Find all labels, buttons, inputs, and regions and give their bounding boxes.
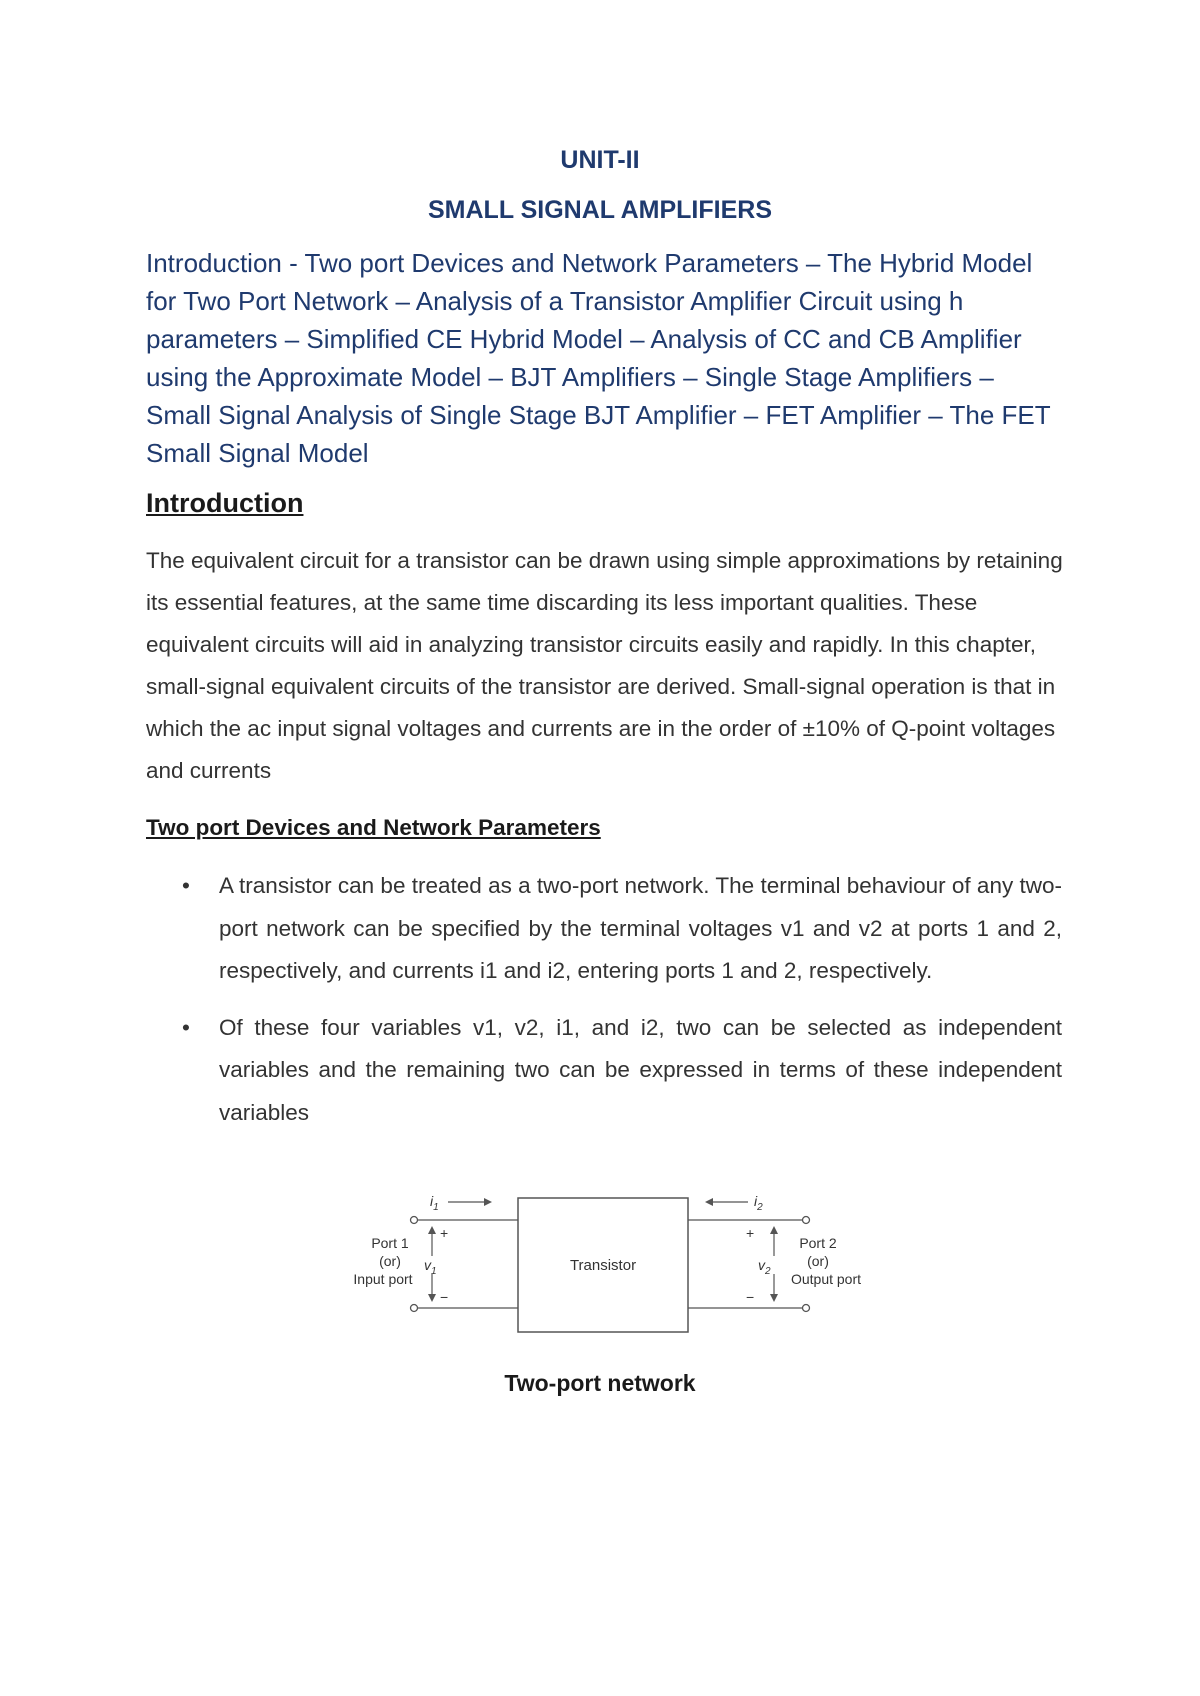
v1-label: $v_1$ bbox=[424, 1257, 437, 1277]
input-top-terminal bbox=[411, 1217, 418, 1224]
list-item bbox=[146, 865, 1062, 993]
port2-label-line2: (or) bbox=[807, 1253, 829, 1269]
bullet-icon: • bbox=[182, 873, 190, 898]
two-port-bullet-list bbox=[146, 865, 1062, 1148]
v2-up-arrow-icon bbox=[770, 1226, 778, 1234]
i1-label: $i_1$ bbox=[430, 1193, 439, 1213]
output-top-terminal bbox=[803, 1217, 810, 1224]
port2-label-line1: Port 2 bbox=[799, 1235, 837, 1251]
port1-label-line1: Port 1 bbox=[371, 1235, 409, 1251]
v2-minus: − bbox=[746, 1289, 755, 1305]
list-item-text: A transistor can be treated as a two-port network. The terminal behaviour of any two-port network can be specified by the terminal voltages v1 and v2 at ports 1 and 2, respectively, and currents i1 and i2, entering ports 1 and 2, respectively. bbox=[219, 873, 1062, 983]
introduction-heading: Introduction bbox=[146, 488, 304, 518]
introduction-paragraph: The equivalent circuit for a transistor can be drawn using simple approximations by retaining its essential features, at the same time discarding its less important qualities. These equivalent circuits will aid in analyzing transistor circuits easily and rapidly. In this chapter, small-signal equivalent circuits of the transistor are derived. Small-signal operation is that in which the ac input signal voltages and currents are in the order of ±10% of Q-point voltages and currents bbox=[146, 548, 1063, 783]
output-bottom-terminal bbox=[803, 1305, 810, 1312]
two-port-network-diagram bbox=[330, 1180, 890, 1355]
v2-plus: + bbox=[746, 1225, 755, 1241]
chapter-title: SMALL SIGNAL AMPLIFIERS bbox=[428, 196, 772, 224]
i2-label: $i_2$ bbox=[754, 1193, 763, 1213]
port1-label-line3: Input port bbox=[353, 1271, 413, 1287]
unit-title: UNIT-II bbox=[560, 146, 640, 174]
two-port-heading: Two port Devices and Network Parameters bbox=[146, 815, 601, 840]
i2-arrow-icon bbox=[705, 1198, 713, 1206]
list-item-text: Of these four variables v1, v2, i1, and i2, two can be selected as independent variables and the remaining two can be expressed in terms of these independent variables bbox=[219, 1014, 1062, 1125]
list-item bbox=[146, 1007, 1062, 1135]
input-bottom-terminal bbox=[411, 1305, 418, 1312]
figure-caption: Two-port network bbox=[504, 1370, 696, 1396]
port1-label-line2: (or) bbox=[379, 1253, 401, 1269]
port2-label-line3: Output port bbox=[790, 1271, 862, 1287]
bullet-icon: • bbox=[182, 1014, 190, 1040]
v2-down-arrow-icon bbox=[770, 1294, 778, 1302]
v1-plus: + bbox=[440, 1225, 449, 1241]
i1-arrow-icon bbox=[484, 1198, 492, 1206]
v2-label: $v_2$ bbox=[758, 1257, 771, 1277]
v1-up-arrow-icon bbox=[428, 1226, 436, 1234]
transistor-label: Transistor bbox=[569, 1257, 637, 1274]
syllabus-topics: Introduction - Two port Devices and Network Parameters – The Hybrid Model for Two Port Network – Analysis of a Transistor Amplifier Circuit using h parameters – Simplified CE Hybrid Model – Analysis of CC and CB Amplifier using the Approximate Model – BJT Amplifiers – Single Stage Amplifiers – Small Signal Analysis of Single Stage BJT Amplifier – FET Amplifier – The FET Small Signal Model bbox=[146, 248, 1051, 468]
two-port-network-figure bbox=[330, 1180, 890, 1355]
v1-minus: − bbox=[440, 1289, 449, 1305]
v1-down-arrow-icon bbox=[428, 1294, 436, 1302]
